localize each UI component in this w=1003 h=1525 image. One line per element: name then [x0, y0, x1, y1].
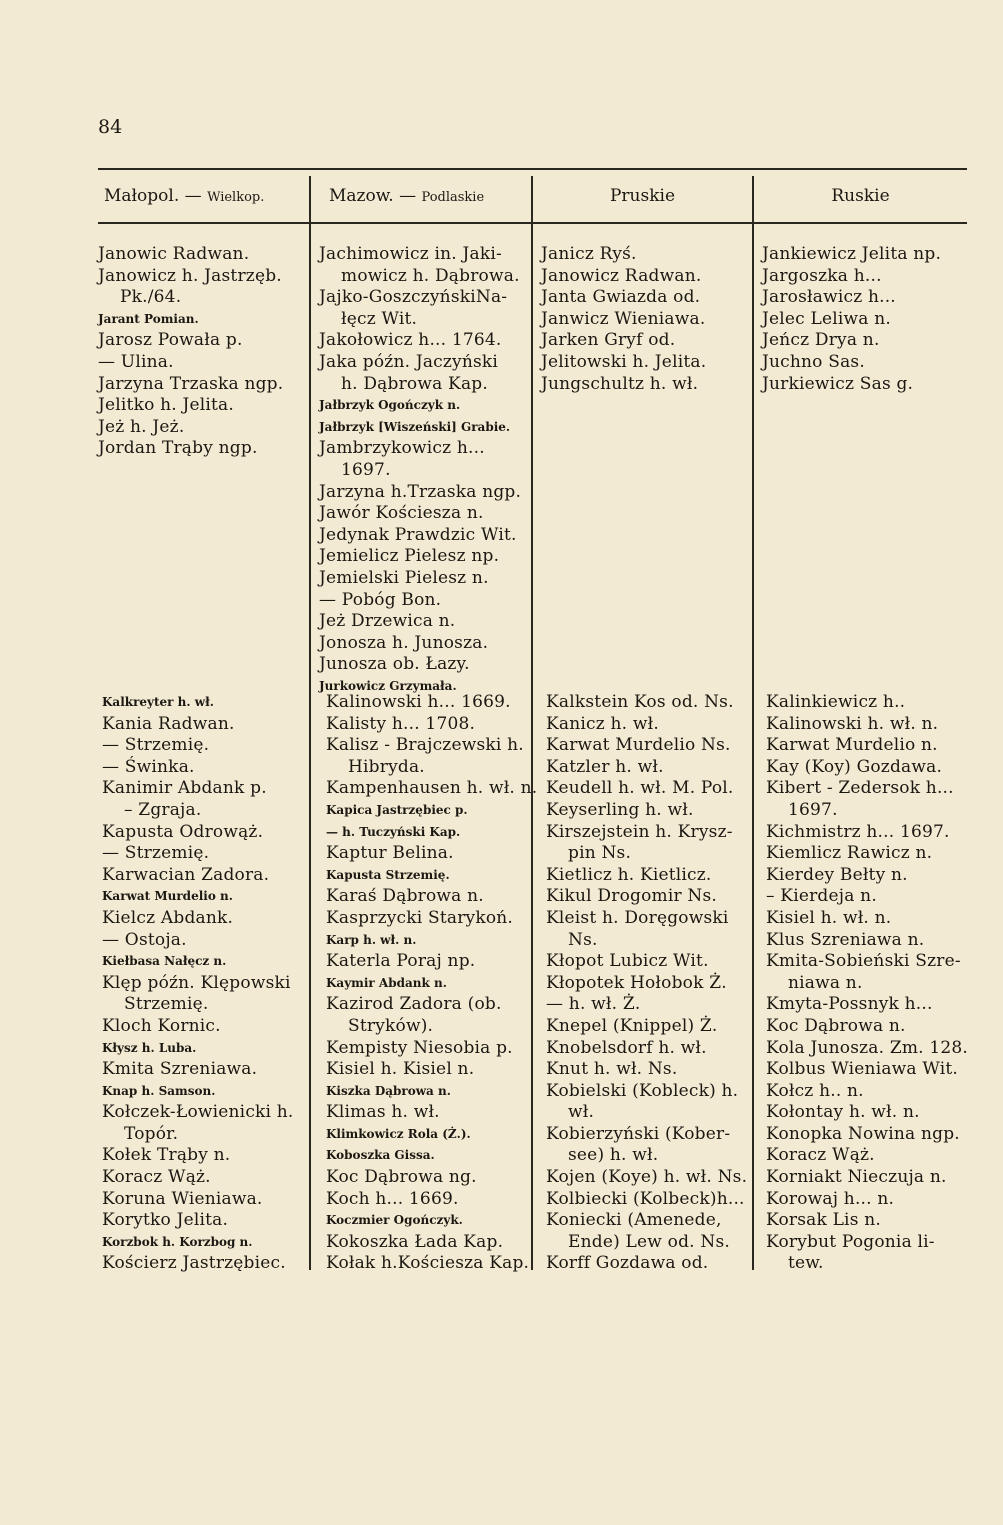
entry: Kleist h. Doręgowski [546, 907, 729, 928]
entry: Korybut Pogonia li- [766, 1231, 935, 1252]
entry: Kanicz h. wł. [546, 713, 659, 734]
entry: Kołontay h. wł. n. [766, 1102, 920, 1123]
entry: Kaptur Belina. [326, 843, 454, 864]
entry: pin Ns. [568, 843, 632, 864]
entry: Koboszka Gissa. [326, 1148, 435, 1163]
entry: Korniakt Nieczuja n. [766, 1167, 947, 1188]
entry: Jarant Pomian. [98, 311, 199, 326]
entry: Knap h. Samson. [102, 1083, 216, 1098]
entry: Janta Gwiazda od. [541, 287, 701, 308]
entry: Kaymir Abdank n. [326, 975, 447, 990]
entry: Kołek Trąby n. [102, 1145, 231, 1166]
entry: Jonosza h. Junosza. [319, 632, 489, 653]
entry: Kmita-Sobieński Szre- [766, 951, 961, 972]
entry: Klus Szreniawa n. [766, 929, 925, 950]
entry: Kazirod Zadora (ob. [326, 994, 502, 1015]
entry: Kmita Szreniawa. [102, 1059, 258, 1080]
entry: Topór. [124, 1123, 179, 1144]
entry: Janowic Radwan. [98, 244, 250, 264]
entry: Kiszka Dąbrowa n. [326, 1083, 451, 1098]
entry: mowicz h. Dąbrowa. [341, 265, 520, 286]
entry: Kisiel h. wł. n. [766, 907, 892, 928]
entry: Jeż Drzewica n. [319, 611, 456, 632]
entry: Jałbrzyk Ogończyk n. [319, 398, 461, 413]
entry: Kobierzyński (Kober- [546, 1123, 731, 1144]
header-pruskie: Pruskie [609, 186, 676, 206]
entry: Karwacian Zadora. [102, 864, 270, 885]
entry: wł. [568, 1102, 595, 1123]
entry: Karaś Dąbrowa n. [326, 886, 484, 907]
header-malopol [104, 186, 264, 206]
entry: Jurkowicz Grzymała. [319, 678, 457, 693]
entry: Jawór Kościesza n. [319, 503, 484, 524]
entry: Karp h. wł. n. [326, 932, 417, 947]
entry: Korytko Jelita. [102, 1210, 229, 1231]
entry: Klęp późn. Klępowski [102, 972, 291, 993]
entry: Jurkiewicz Sas g. [762, 373, 914, 394]
entry: niawa n. [788, 972, 863, 993]
entry: Kay (Koy) Gozdawa. [766, 756, 943, 777]
entry: Jemielicz Pielesz np. [319, 546, 500, 567]
entry: Kiełbasa Nałęcz n. [102, 954, 227, 969]
entry: Hibryda. [348, 756, 425, 777]
entry: Janowicz Radwan. [541, 265, 702, 286]
entry: Kokoszka Łada Kap. [326, 1231, 504, 1252]
entry: Korzbok h. Korzbog n. [102, 1234, 253, 1249]
entry: Kościerz Jastrzębiec. [102, 1253, 286, 1274]
entry: Kempisty Niesobia p. [326, 1037, 513, 1058]
mazow-j-list [319, 244, 521, 697]
entry: Janicz Ryś. [541, 244, 637, 264]
entry: Kojen (Koye) h. wł. Ns. [546, 1167, 748, 1188]
entry: Jedynak Prawdzic Wit. [319, 524, 517, 545]
header-mazow-small: Podlaskie [421, 190, 485, 205]
entry: Klimas h. wł. [326, 1102, 440, 1123]
entry: Knepel (Knippel) Ż. [546, 1015, 718, 1036]
entry: Koc Dąbrowa n. [766, 1015, 906, 1036]
entry: Kalisz - Brajczewski h. [326, 735, 524, 756]
entry: Kalkstein Kos od. Ns. [546, 692, 734, 712]
entry: Korsak Lis n. [766, 1210, 881, 1231]
entry: Karwat Murdelio n. [766, 735, 938, 756]
entry: Kalkreyter h. wł. [102, 695, 214, 709]
ruskie-j-list [762, 244, 941, 395]
entry: Kłopotek Hołobok Ż. [546, 972, 727, 993]
entry: Kola Junosza. Zm. 128. [766, 1037, 969, 1058]
entry: Kalisty h... 1708. [326, 713, 476, 734]
entry: 1697. [341, 459, 391, 480]
entry: tew. [788, 1253, 824, 1274]
entry: Keudell h. wł. M. Pol. [546, 778, 734, 799]
entry: Koracz Wąż. [102, 1167, 211, 1188]
entry: Jordan Trąby ngp. [98, 438, 258, 459]
malopol-j-list [98, 244, 283, 460]
entry: Koczmier Ogończyk. [326, 1213, 463, 1228]
column-divider-3 [752, 176, 754, 1270]
entry: Koc Dąbrowa ng. [326, 1167, 477, 1188]
entry: Ende) Lew od. Ns. [568, 1231, 730, 1252]
entry: h. Dąbrowa Kap. [341, 373, 488, 394]
entry: Janwicz Wieniawa. [541, 308, 706, 329]
entry: – Kierdeja n. [766, 886, 877, 907]
entry: Kobielski (Kobleck) h. [546, 1080, 739, 1101]
entry: Jarzyna Trzaska ngp. [98, 373, 284, 394]
ruskie-k-list [766, 692, 968, 1275]
entry: — Strzemię. [102, 843, 210, 864]
entry: Karwat Murdelio n. [102, 889, 233, 904]
pruskie-k-list [546, 692, 747, 1275]
entry: Koniecki (Amenede, [546, 1210, 722, 1231]
entry: Kisiel h. Kisiel n. [326, 1059, 475, 1080]
entry: Jemielski Pielesz n. [319, 567, 489, 588]
malopol-k-list [102, 692, 294, 1275]
entry: Pk./64. [120, 287, 182, 308]
entry: Jakołowicz h... 1764. [319, 330, 502, 351]
entry: Ns. [568, 929, 598, 950]
entry: — h. Tuczyński Kap. [326, 824, 461, 839]
entry: Kapusta Strzemię. [326, 867, 450, 882]
entry: Konopka Nowina ngp. [766, 1123, 960, 1144]
entry: Knobelsdorf h. wł. [546, 1037, 707, 1058]
entry: Strzemię. [124, 994, 209, 1015]
entry: Kampenhausen h. wł. n. [326, 778, 538, 799]
entry: Koch h... 1669. [326, 1188, 459, 1209]
entry: łęcz Wit. [341, 308, 418, 329]
entry: Koruna Wieniawa. [102, 1188, 263, 1209]
entry: Jungschultz h. wł. [541, 373, 699, 394]
entry: Knut h. wł. Ns. [546, 1059, 678, 1080]
entry: Stryków). [348, 1015, 434, 1036]
entry: Kasprzycki Starykoń. [326, 907, 514, 928]
entry: Jelitko h. Jelita. [98, 395, 234, 416]
entry: Korowaj h... n. [766, 1188, 895, 1209]
entry: Kikul Drogomir Ns. [546, 886, 718, 907]
entry: Jaka późn. Jaczyński [319, 351, 499, 372]
entry: Koracz Wąż. [766, 1145, 875, 1166]
entry: Korff Gozdawa od. [546, 1253, 709, 1274]
entry: Jargoszka h... [762, 265, 882, 286]
entry: Jarzyna h.Trzaska ngp. [319, 481, 522, 502]
entry: — Ostoja. [102, 929, 187, 950]
entry: Jajko-GoszczyńskiNa- [319, 287, 508, 308]
entry: Kirszejstein h. Krysz- [546, 821, 733, 842]
entry: Kanimir Abdank p. [102, 778, 267, 799]
entry: Jeż h. Jeż. [98, 416, 185, 437]
entry: Jarken Gryf od. [541, 330, 676, 351]
entry: see) h. wł. [568, 1145, 659, 1166]
header-malopol-main: Małopol. — [104, 186, 202, 206]
entry: Klimkowicz Rola (Ż.). [326, 1126, 471, 1141]
header-bottom-rule [98, 222, 967, 224]
pruskie-j-list [541, 244, 706, 395]
header-malopol-small: Wielkop. [207, 190, 265, 205]
page-number: 84 [98, 116, 123, 138]
entry: Keyserling h. wł. [546, 799, 694, 820]
entry: Kichmistrz h... 1697. [766, 821, 950, 842]
entry: Kolbus Wieniawa Wit. [766, 1059, 959, 1080]
entry: Karwat Murdelio Ns. [546, 735, 731, 756]
entry: — Pobóg Bon. [319, 589, 442, 610]
entry: – Zgraja. [124, 799, 202, 820]
entry: Jałbrzyk [Wiszeński] Grabie. [319, 419, 511, 434]
entry: Kalinkiewicz h.. [766, 692, 906, 712]
entry: Jankiewicz Jelita np. [762, 244, 942, 264]
entry: Kiemlicz Rawicz n. [766, 843, 933, 864]
mazow-k-list [326, 692, 537, 1275]
entry: Katzler h. wł. [546, 756, 664, 777]
entry: Janowicz h. Jastrzęb. [98, 265, 282, 286]
entry: Kołcz h.. n. [766, 1080, 864, 1101]
entry: Jarosz Powała p. [98, 330, 243, 351]
header-mazow-main: Mazow. — [329, 186, 417, 206]
entry: — Ulina. [98, 351, 174, 372]
entry: — h. wł. Ż. [546, 994, 641, 1015]
entry: Kania Radwan. [102, 713, 235, 734]
entry: Jambrzykowicz h... [319, 438, 485, 459]
entry: — Strzemię. [102, 735, 210, 756]
header-ruskie: Ruskie [831, 186, 890, 206]
entry: Kłopot Lubicz Wit. [546, 951, 709, 972]
column-divider-1 [309, 176, 311, 1270]
entry: Kierdey Bełty n. [766, 864, 908, 885]
entry: Kołak h.Kościesza Kap. [326, 1253, 530, 1274]
entry: Jeńcz Drya n. [762, 330, 880, 351]
entry: Kalinowski h. wł. n. [766, 713, 939, 734]
entry: 1697. [788, 799, 838, 820]
entry: Junosza ob. Łazy. [319, 654, 470, 675]
entry: Kapusta Odrowąż. [102, 821, 264, 842]
entry: Kielcz Abdank. [102, 907, 234, 928]
entry: Kietlicz h. Kietlicz. [546, 864, 712, 885]
entry: Juchno Sas. [762, 351, 865, 372]
entry: Kloch Kornic. [102, 1015, 221, 1036]
entry: Kalinowski h... 1669. [326, 692, 511, 712]
entry: — Świnka. [102, 756, 195, 777]
entry: Jelec Leliwa n. [762, 308, 891, 329]
entry: Kibert - Zedersok h... [766, 778, 954, 799]
header-mazow [329, 186, 484, 206]
entry: Jachimowicz in. Jaki- [319, 244, 502, 264]
entry: Kolbiecki (Kolbeck)h... [546, 1188, 745, 1209]
entry: Kapica Jastrzębiec p. [326, 802, 468, 817]
entry: Kłysz h. Luba. [102, 1040, 197, 1055]
header-top-rule [98, 168, 967, 170]
entry: Katerla Poraj np. [326, 951, 476, 972]
entry: Jelitowski h. Jelita. [541, 351, 707, 372]
entry: Kmyta-Possnyk h... [766, 994, 933, 1015]
entry: Kołczek-Łowienicki h. [102, 1102, 294, 1123]
entry: Jarosławicz h... [762, 287, 896, 308]
